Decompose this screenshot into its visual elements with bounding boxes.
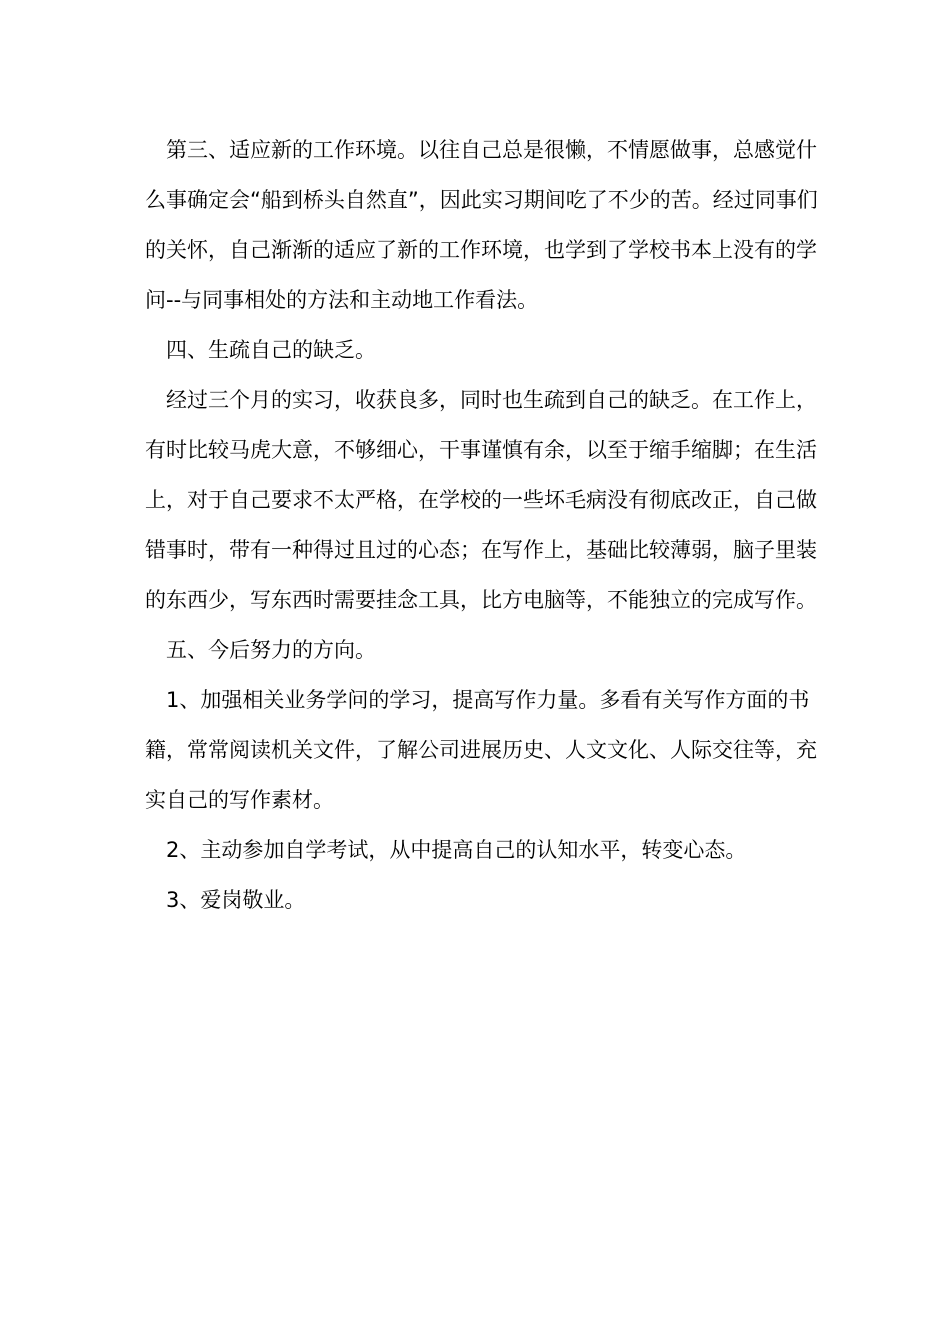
paragraph-shortcomings: 经过三个月的实习，收获良多，同时也生疏到自己的缺乏。在工作上，有时比较马虎大意，不够细心，干事谨慎有余，以至于缩手缩脚；在生活上，对于自己要求不太严格，在学校的一些坏毛病没有彻底改正，自己做错事时，带有一种得过且过的心态；在写作上，基础比较薄弱，脑子里装的东西少，写东西时需要挂念工具，比方电脑等，不能独立的完成写作。 xyxy=(145,388,817,612)
paragraph-adapt-environment: 第三、适应新的工作环境。以往自己总是很懒，不情愿做事，总感觉什么事确定会“船到桥头自然直”，因此实习期间吃了不少的苦。经过同事们的关怀，自己渐渐的适应了新的工作环境，也学到了学校书本上没有的学问--与同事相处的方法和主动地工作看法。 xyxy=(145,138,818,312)
list-item-1: 1、加强相关业务学问的学习，提高写作力量。多看有关写作方面的书籍，常常阅读机关文件，了解公司进展历史、人文文化、人际交往等，充实自己的写作素材。 xyxy=(145,688,817,812)
document-body xyxy=(145,125,835,925)
list-item-3: 3、爱岗敬业。 xyxy=(166,888,306,912)
list-item-2: 2、主动参加自学考试，从中提高自己的认知水平，转变心态。 xyxy=(166,838,747,862)
heading-shortcomings: 四、生疏自己的缺乏。 xyxy=(166,338,376,362)
heading-future-direction: 五、今后努力的方向。 xyxy=(166,638,376,662)
